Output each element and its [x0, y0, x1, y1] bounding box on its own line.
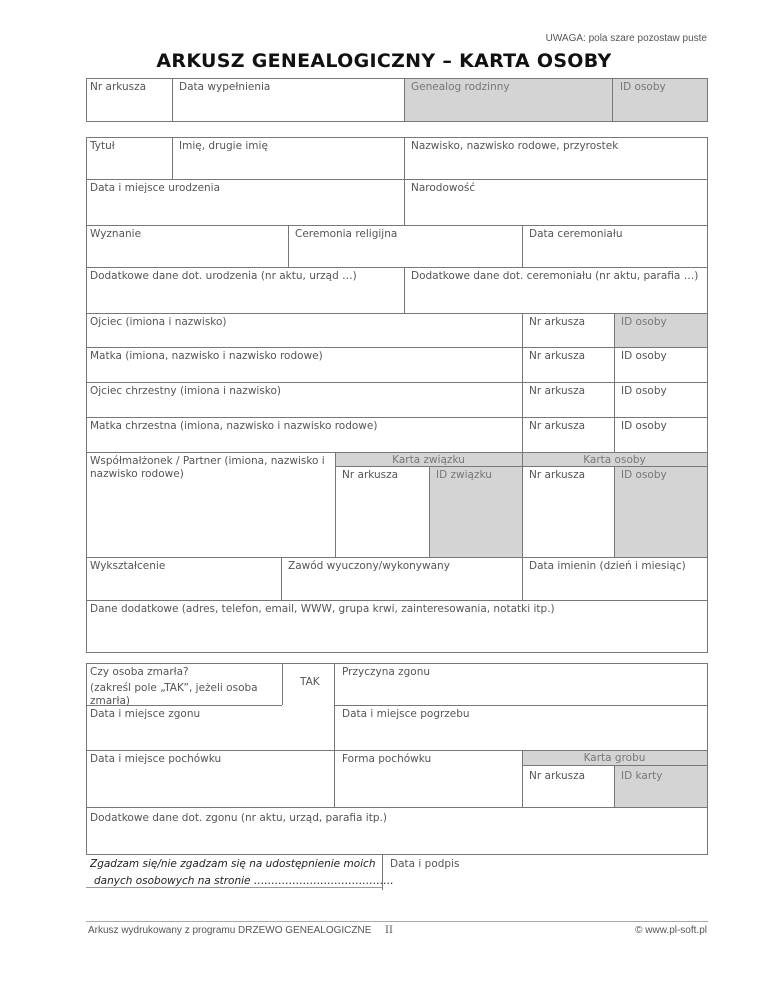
przyczyna-label: Przyczyna zgonu [342, 666, 431, 678]
imieniny-label: Data imienin (dzień i miesiąc) [529, 560, 686, 572]
karta-grobu-label: Karta grobu [583, 752, 646, 764]
zwiazek-nr-arkusza-label: Nr arkusza [342, 469, 399, 481]
matka-nr-arkusza-label: Nr arkusza [529, 350, 586, 362]
data-urodzenia-label: Data i miejsce urodzenia [90, 182, 221, 194]
zmarla-label: Czy osoba zmarła? [90, 666, 189, 678]
nazwisko-label: Nazwisko, nazwisko rodowe, przyrostek [411, 140, 619, 152]
consent-text-1: Zgadzam się/nie zgadzam się na udostępnienie moich [90, 858, 376, 870]
ojciec-nr-arkusza-label: Nr arkusza [529, 316, 586, 328]
ojciec-chrzestny-label: Ojciec chrzestny (imiona i nazwisko) [90, 385, 282, 397]
zawod-label: Zawód wyuczony/wykonywany [288, 560, 450, 572]
gray-fields-note: UWAGA: pola szare pozostaw puste [545, 33, 707, 44]
pochowek-label: Data i miejsce pochówku [90, 753, 222, 765]
data-wypelnienia-label: Data wypełnienia [179, 81, 271, 93]
podpis-label: Data i podpis [390, 858, 460, 870]
karta-osoby-label: Karta osoby [583, 454, 646, 466]
data-ceremonialu-label: Data ceremoniału [529, 228, 623, 240]
page-title: ARKUSZ GENEALOGICZNY – KARTA OSOBY [156, 50, 612, 72]
matka-chrzestna-id-osoby-label: ID osoby [621, 420, 667, 432]
id-zwiazku-label: ID związku [436, 469, 492, 481]
dodatkowe-urodzenie-label: Dodatkowe dane dot. urodzenia (nr aktu, urząd …) [90, 270, 357, 282]
footer-right: © www.pl-soft.pl [635, 925, 707, 936]
ceremonia-label: Ceremonia religijna [295, 228, 398, 240]
ojciec-id-osoby-label: ID osoby [621, 316, 667, 328]
imie-label: Imię, drugie imię [179, 140, 268, 152]
footer-left: Arkusz wydrukowany z programu DRZEWO GENEALOGICZNE [88, 925, 372, 936]
matka-chrzestna-nr-arkusza-label: Nr arkusza [529, 420, 586, 432]
id-osoby-label: ID osoby [620, 81, 666, 93]
wyksztalcenie-label: Wykształcenie [90, 560, 166, 572]
wyznanie-label: Wyznanie [90, 228, 142, 240]
pogrzeb-label: Data i miejsce pogrzebu [342, 708, 470, 720]
tytul-label: Tytuł [90, 140, 115, 152]
grob-nr-arkusza-label: Nr arkusza [529, 770, 586, 782]
karta-zwiazku-label: Karta związku [392, 454, 465, 466]
dane-dodatkowe-label: Dane dodatkowe (adres, telefon, email, WWW, grupa krwi, zainteresowania, notatki itp.) [90, 603, 555, 615]
ojciec-chrzestny-id-osoby-label: ID osoby [621, 385, 667, 397]
matka-chrzestna-label: Matka chrzestna (imiona, nazwisko i nazwisko rodowe) [90, 420, 378, 432]
ojciec-label: Ojciec (imiona i nazwisko) [90, 316, 227, 328]
consent-text-2: danych osobowych na stronie …………………………………. [94, 875, 394, 887]
data-zgonu-label: Data i miejsce zgonu [90, 708, 201, 720]
nr-arkusza-label: Nr arkusza [90, 81, 147, 93]
dodatkowe-zgon-label: Dodatkowe dane dot. zgonu (nr aktu, urząd, parafia itp.) [90, 812, 387, 824]
partner-id-osoby-label: ID osoby [621, 469, 667, 481]
partner-nr-arkusza-label: Nr arkusza [529, 469, 586, 481]
forma-label: Forma pochówku [342, 753, 432, 765]
tak-checkbox[interactable]: TAK [300, 676, 320, 688]
ojciec-chrzestny-nr-arkusza-label: Nr arkusza [529, 385, 586, 397]
matka-label: Matka (imiona, nazwisko i nazwisko rodowe) [90, 350, 323, 362]
dodatkowe-ceremonial-label: Dodatkowe dane dot. ceremoniału (nr aktu, parafia …) [411, 270, 699, 282]
genealog-label: Genealog rodzinny [411, 81, 510, 93]
narodowosc-label: Narodowość [411, 182, 476, 194]
footer-mark: II [385, 925, 393, 936]
partner-label: Współmałżonek / Partner (imiona, nazwisko i nazwisko rodowe) [90, 455, 325, 480]
id-karty-label: ID karty [621, 770, 663, 782]
matka-id-osoby-label: ID osoby [621, 350, 667, 362]
zmarla-hint: (zakreśl pole „TAK”, jeżeli osoba zmarła) [90, 682, 258, 707]
